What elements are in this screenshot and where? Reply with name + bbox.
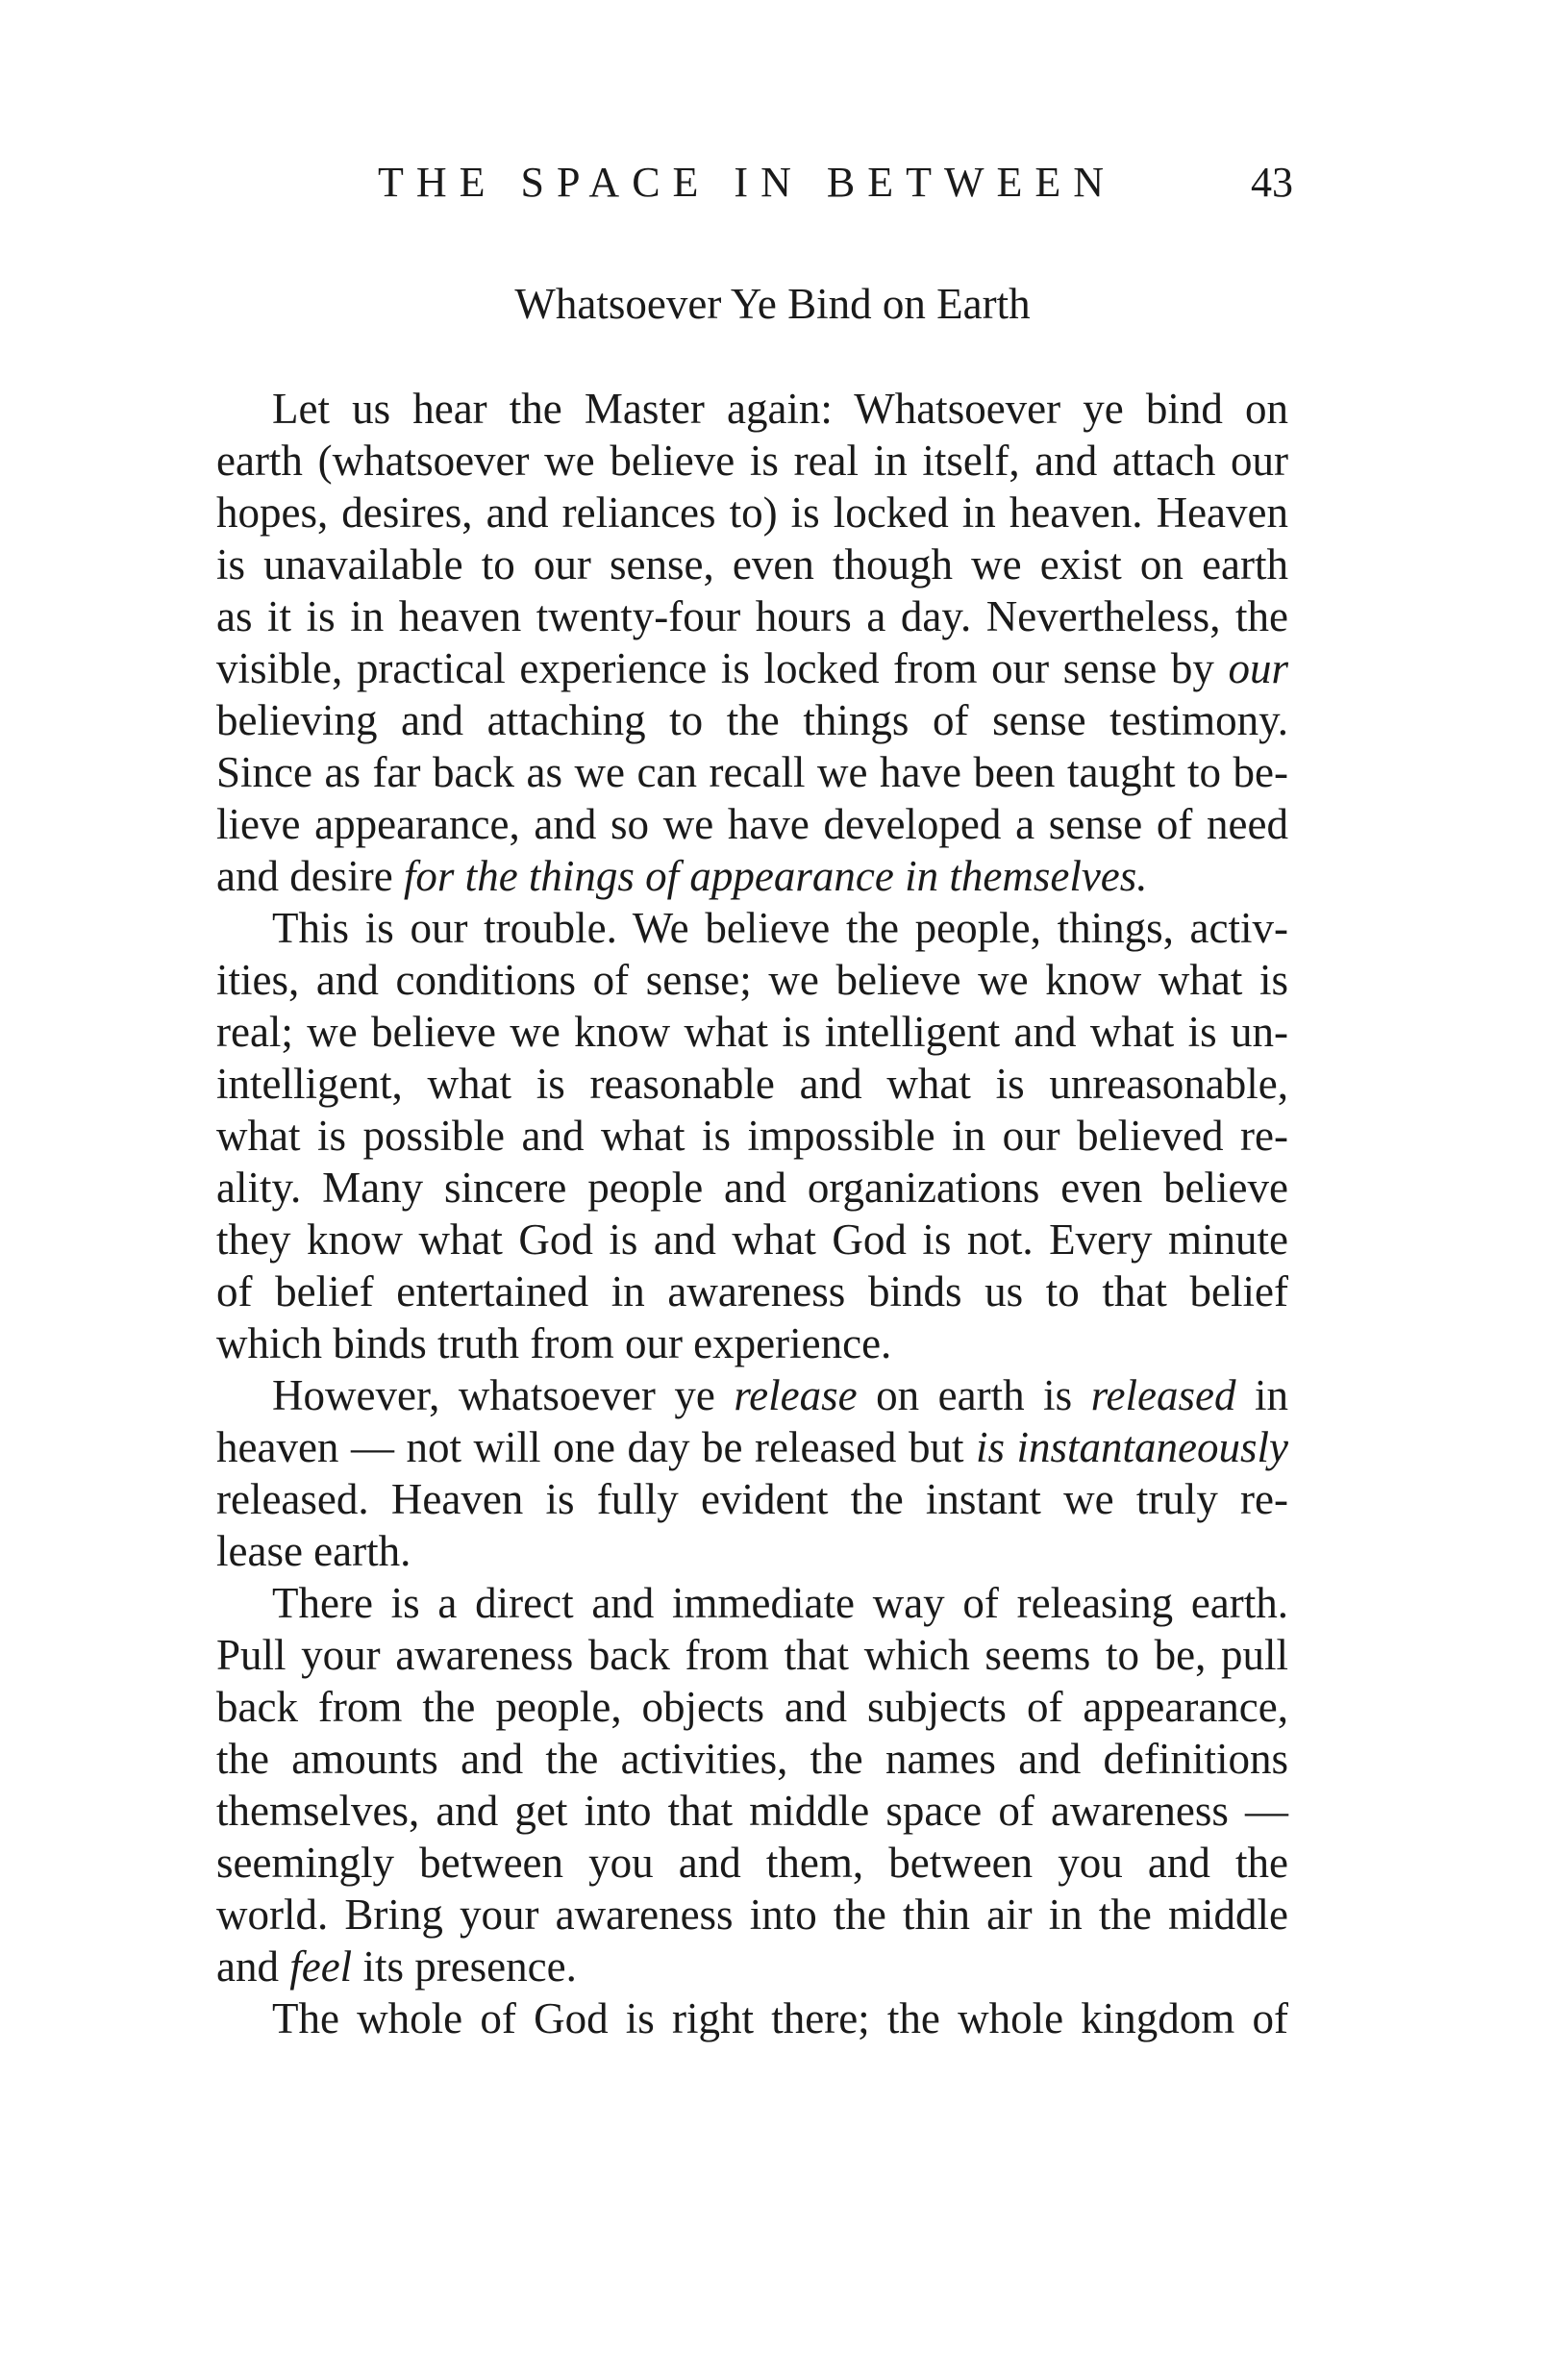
text-line: is unavailable to our sense, even though we exist on earth	[216, 540, 1288, 589]
running-title: THE SPACE IN BETWEEN	[378, 159, 1117, 206]
text-line: visible, practical experience is locked from our sense by our	[216, 644, 1288, 692]
text-line: This is our trouble. We believe the people, things, activ-	[272, 904, 1288, 952]
text-line: as it is in heaven twenty-four hours a day. Nevertheless, the	[216, 592, 1288, 640]
italic-emphasis: our	[1228, 644, 1288, 692]
paragraph	[216, 902, 1288, 1369]
text-line: of belief entertained in awareness binds us to that belief	[216, 1267, 1288, 1315]
text-line: world. Bring your awareness into the thin air in the middle	[216, 1891, 1288, 1939]
text-line: However, whatsoever ye release on earth is released in	[272, 1371, 1288, 1419]
italic-emphasis: released	[1090, 1371, 1236, 1419]
section-heading: Whatsoever Ye Bind on Earth	[514, 280, 1031, 328]
text-line: which binds truth from our experience.	[216, 1319, 892, 1367]
italic-emphasis: release	[734, 1371, 858, 1419]
text-line: lieve appearance, and so we have developed a sense of need	[216, 800, 1288, 848]
text-line: There is a direct and immediate way of releasing earth.	[272, 1579, 1288, 1627]
paragraph	[216, 1992, 1288, 2044]
text-line: heaven — not will one day be released but is instantaneously	[216, 1423, 1288, 1471]
italic-emphasis: feel	[289, 1942, 353, 1991]
text-line: earth (whatsoever we believe is real in itself, and attach our	[216, 437, 1288, 485]
paragraph	[216, 1369, 1288, 1577]
italic-emphasis: is instantaneously	[975, 1423, 1288, 1471]
text-line: they know what God is and what God is not. Every minute	[216, 1215, 1288, 1264]
text-line: released. Heaven is fully evident the instant we truly re-	[216, 1475, 1288, 1523]
text-line: ities, and conditions of sense; we believe we know what is	[216, 956, 1288, 1004]
text-line: and desire for the things of appearance in themselves.	[216, 852, 1148, 900]
italic-emphasis: for the things of appearance in themselves.	[403, 852, 1148, 900]
text-line: the amounts and the activities, the names and definitions	[216, 1735, 1288, 1783]
text-line: themselves, and get into that middle space of awareness —	[216, 1787, 1288, 1835]
text-line: hopes, desires, and reliances to) is locked in heaven. Heaven	[216, 489, 1288, 537]
text-line: seemingly between you and them, between you and the	[216, 1839, 1288, 1887]
text-line: intelligent, what is reasonable and what is unreasonable,	[216, 1060, 1288, 1108]
text-line: Pull your awareness back from that which seems to be, pull	[216, 1631, 1288, 1679]
text-line: back from the people, objects and subjects of appearance,	[216, 1683, 1288, 1731]
text-line: and feel its presence.	[216, 1942, 577, 1991]
text-line: real; we believe we know what is intelligent and what is un-	[216, 1008, 1288, 1056]
running-head	[216, 154, 1293, 212]
text-line: what is possible and what is impossible in our believed re-	[216, 1112, 1288, 1160]
text-line: lease earth.	[216, 1527, 411, 1575]
page-number: 43	[1251, 159, 1293, 206]
text-line: The whole of God is right there; the whole kingdom of	[272, 1994, 1288, 2042]
text-line: Let us hear the Master again: Whatsoever ye bind on	[272, 385, 1288, 433]
text-line: ality. Many sincere people and organizations even believe	[216, 1164, 1288, 1212]
body-text	[216, 383, 1288, 2044]
paragraph	[216, 383, 1288, 902]
text-line: Since as far back as we can recall we have been taught to be-	[216, 748, 1288, 796]
paragraph	[216, 1577, 1288, 1992]
text-line: believing and attaching to the things of sense testimony.	[216, 696, 1288, 744]
